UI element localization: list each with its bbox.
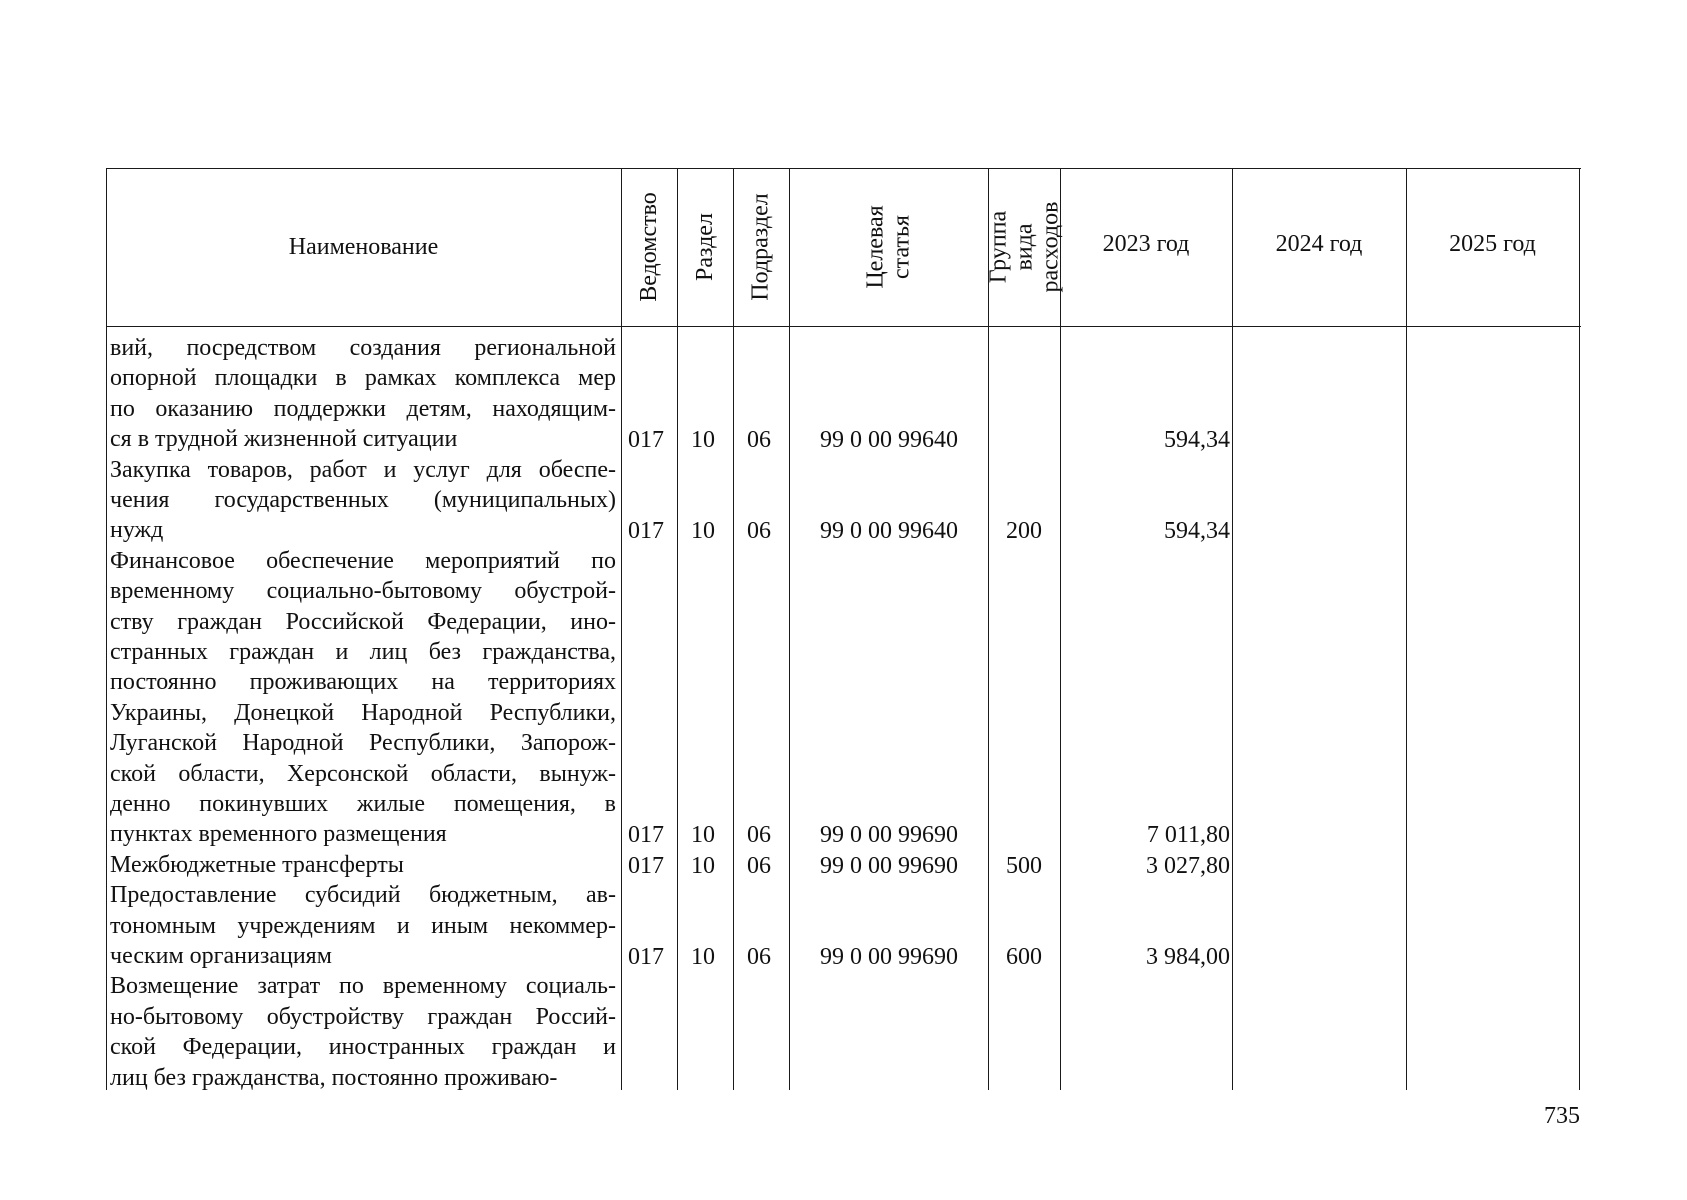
header-gruppa-text: Группа вида расходов [985,201,1063,293]
header-vedomstvo [621,168,677,326]
page-number: 735 [1544,1103,1580,1129]
header-bottom-border [106,326,1581,327]
row-celevaya-statya: 99 0 00 99690 [820,822,958,849]
row-podrazdel: 06 [747,518,771,545]
row-podrazdel: 06 [747,822,771,849]
row-celevaya-statya: 99 0 00 99690 [820,852,958,879]
row-name-line: пунктах временного размещения [110,821,447,848]
row-name-line: денно покинувших жилые помещения, в [110,790,616,817]
header-2025 [1406,168,1579,320]
row-2023-value: 3 984,00 [1146,944,1230,970]
row-2023-value: 594,34 [1164,518,1230,545]
row-name [110,850,616,880]
row-name-line: тономным учреждениям и иным некоммер- [110,912,616,939]
row-name-line: вий, посредством создания региональной [110,335,616,361]
row-name-line: Межбюджетные трансферты [110,851,404,878]
header-name [106,168,621,326]
header-celevaya-statya-text: Целевая статья [862,205,915,289]
row-celevaya-statya: 99 0 00 99640 [820,427,958,454]
header-2023 [1060,168,1232,320]
row-name-line: Закупка товаров, работ и услуг для обеспе- [110,456,616,483]
row-name-line: ся в трудной жизненной ситуации [110,426,458,453]
row-gruppa: 500 [1006,852,1042,879]
header-vedomstvo-text: Ведомство [636,192,662,302]
row-name [110,455,616,546]
row-podrazdel: 06 [747,852,771,879]
col-border [1579,168,1580,1090]
row-name-line: нужд [110,517,164,544]
row-name-line: Финансовое обеспечение мероприятий по [110,547,616,574]
row-2023-value: 7 011,80 [1146,822,1230,849]
header-gruppa-vida-rashodov [985,168,1063,326]
row-gruppa: 600 [1006,944,1042,970]
row-vedomstvo: 017 [628,427,664,454]
header-podrazdel [733,168,789,326]
row-vedomstvo: 017 [628,852,664,879]
row-vedomstvo: 017 [628,944,664,970]
row-podrazdel: 06 [747,427,771,454]
row-name-line: ческим организациям [110,942,332,969]
row-name-line: Возмещение затрат по временному социаль- [110,973,616,1000]
row-razdel: 10 [691,427,715,454]
row-name [110,971,616,1093]
header-razdel [677,168,733,326]
row-razdel: 10 [691,822,715,849]
row-2023-value: 594,34 [1164,427,1230,454]
row-name-line: опорной площадки в рамках комплекса мер [110,365,616,392]
header-podrazdel-text: Подраздел [748,193,775,301]
row-name-line: постоянно проживающих на территориях [110,669,616,696]
row-celevaya-statya: 99 0 00 99690 [820,944,958,970]
header-2025-text: 2025 год [1449,231,1536,257]
row-name-line: лиц без гражданства, постоянно проживаю- [110,1064,558,1091]
row-podrazdel: 06 [747,944,771,970]
header-razdel-text: Раздел [692,213,719,281]
row-vedomstvo: 017 [628,518,664,545]
header-2024-text: 2024 год [1275,231,1363,257]
header-name-text: Наименование [288,234,439,260]
row-name-line: временному социально-бытовому обустрой- [110,578,616,605]
row-name-line: Предоставление субсидий бюджетным, ав- [110,882,616,909]
row-name-line: ской Федерации, иностранных граждан и [110,1034,616,1061]
row-name-line: ской области, Херсонской области, вынуж- [110,760,616,787]
row-razdel: 10 [691,944,715,970]
row-razdel: 10 [691,518,715,545]
row-name [110,546,616,850]
row-name-line: Украины, Донецкой Народной Республики, [110,699,616,726]
row-2023-value: 3 027,80 [1146,852,1230,879]
row-gruppa: 200 [1006,518,1042,545]
row-name-line: ству граждан Российской Федерации, ино- [110,608,616,635]
header-2024 [1232,168,1406,320]
row-name [110,880,616,971]
row-razdel: 10 [691,852,715,879]
row-name-line: странных граждан и лиц без гражданства, [110,638,616,665]
budget-table [106,168,1581,1090]
row-name-line: по оказанию поддержки детям, находящим- [110,395,616,422]
header-celevaya-statya [789,168,988,326]
header-2023-text: 2023 год [1102,231,1190,257]
row-celevaya-statya: 99 0 00 99640 [820,518,958,545]
row-name-line: чения государственных (муниципальных) [110,486,616,513]
row-name-line: но-бытовому обустройству граждан Россий- [110,1003,616,1030]
row-vedomstvo: 017 [628,822,664,849]
row-name [110,333,616,455]
row-name-line: Луганской Народной Республики, Запорож- [110,730,616,757]
